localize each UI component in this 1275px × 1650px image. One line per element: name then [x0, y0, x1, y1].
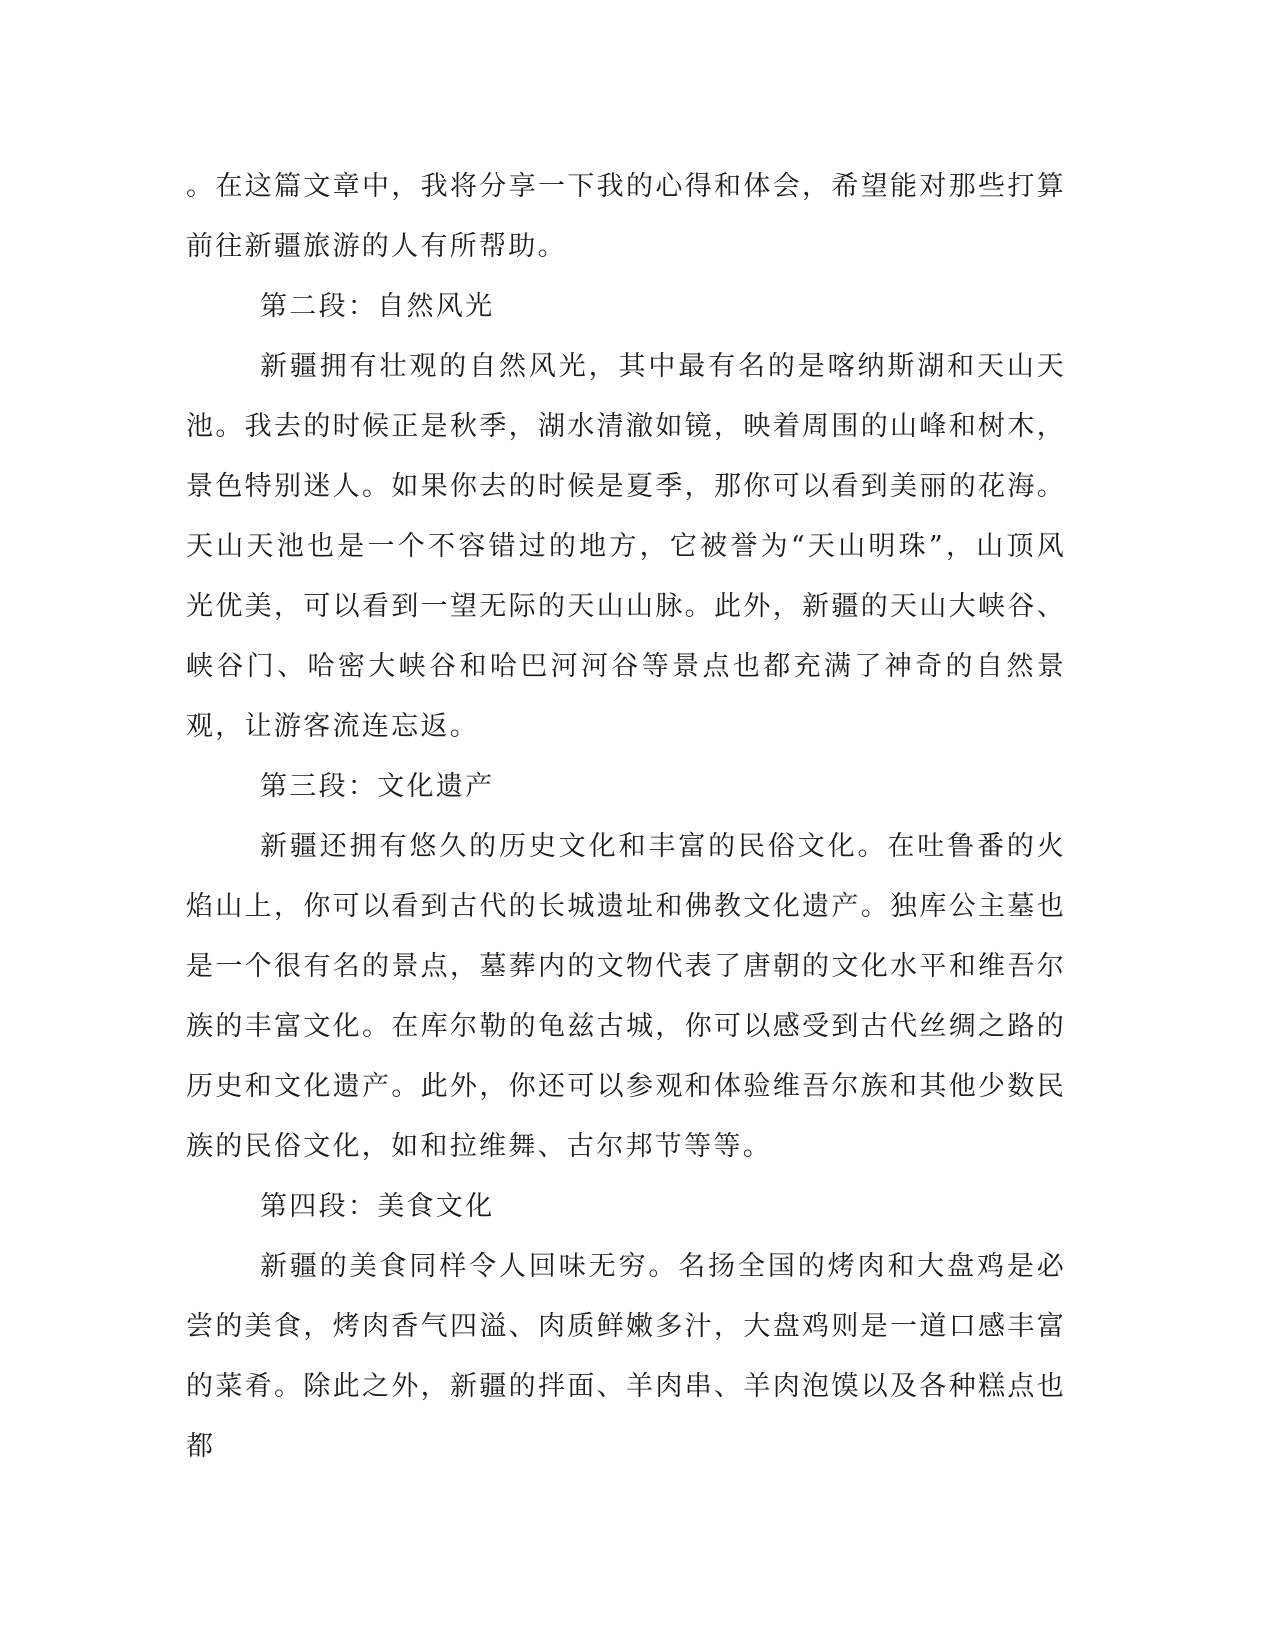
article-body	[186, 157, 1066, 1477]
section-heading-2: 第二段：自然风光	[260, 291, 495, 322]
paragraph-food-culture: 新疆的美食同样令人回味无穷。名扬全国的烤肉和大盘鸡是必尝的美食，烤肉香气四溢、肉质鲜嫩多汁，大盘鸡则是一道口感丰富的菜肴。除此之外，新疆的拌面、羊肉串、羊肉泡馍以及各种糕点也都	[186, 1251, 1066, 1462]
section-heading-4: 第四段：美食文化	[260, 1191, 495, 1222]
section-heading-3: 第三段：文化遗产	[260, 771, 495, 802]
paragraph-intro-continuation: 。在这篇文章中，我将分享一下我的心得和体会，希望能对那些打算前往新疆旅游的人有所帮助。	[186, 171, 1066, 262]
paragraph-natural-scenery: 新疆拥有壮观的自然风光，其中最有名的是喀纳斯湖和天山天池。我去的时候正是秋季，湖水清澈如镜，映着周围的山峰和树木，景色特别迷人。如果你去的时候是夏季，那你可以看到美丽的花海。天山天池也是一个不容错过的地方，它被誉为“天山明珠”，山顶风光优美，可以看到一望无际的天山山脉。此外，新疆的天山大峡谷、峡谷门、哈密大峡谷和哈巴河河谷等景点也都充满了神奇的自然景观，让游客流连忘返。	[186, 351, 1066, 742]
paragraph-cultural-heritage: 新疆还拥有悠久的历史文化和丰富的民俗文化。在吐鲁番的火焰山上，你可以看到古代的长城遗址和佛教文化遗产。独库公主墓也是一个很有名的景点，墓葬内的文物代表了唐朝的文化水平和维吾尔族的丰富文化。在库尔勒的龟兹古城，你可以感受到古代丝绸之路的历史和文化遗产。此外，你还可以参观和体验维吾尔族和其他少数民族的民俗文化，如和拉维舞、古尔邦节等等。	[186, 831, 1066, 1162]
